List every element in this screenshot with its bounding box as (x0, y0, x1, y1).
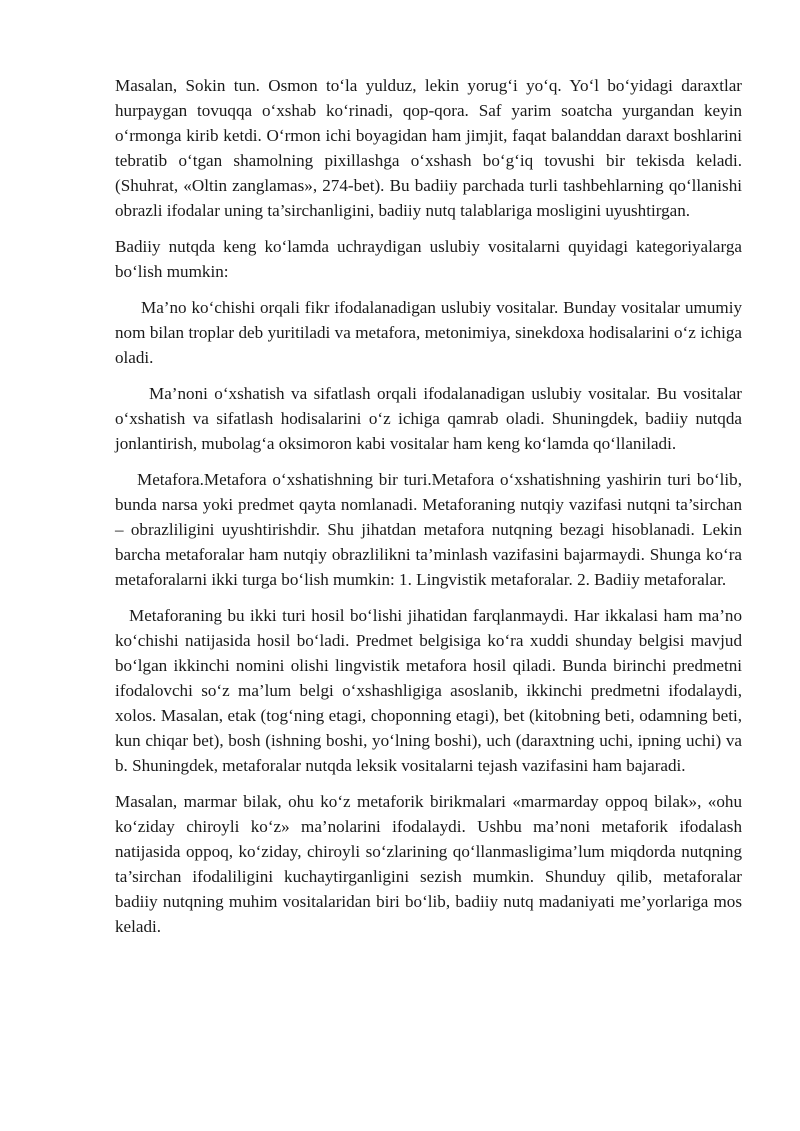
document-page (115, 73, 742, 950)
paragraph-metafora-examples: Masalan, marmar bilak, ohu ko‘z metaforik birikmalari «marmarday oppoq bilak», «ohu ko‘ziday chiroyli ko‘z» ma’nolarini ifodalaydi. Ushbu ma’noni metaforik ifodalash natijasida oppoq, ko‘ziday, chiroyli so‘zlarining qo‘llanmasligima’lum miqdorda nutqning ta’sirchan ifodaliligini kuchaytirganligini sezish mumkin. Shunduy qilib, metaforalar badiiy nutqning muhim vositalaridan biri bo‘lib, badiiy nutq madaniyati me’yorlariga mos keladi. (115, 792, 742, 936)
paragraph-category-tropes: Ma’no ko‘chishi orqali fikr ifodalanadigan uslubiy vositalar. Bunday vositalar umumiy nom bilan troplar deb yuritiladi va metafora, metonimiya, sinekdoxa hodisalarini o‘z ichiga oladi. (115, 298, 742, 367)
paragraph-category-comparison: Ma’noni o‘xshatish va sifatlash orqali ifodalanadigan uslubiy vositalar. Bu vositalar o‘xshatish va sifatlash hodisalarini o‘z ichiga qamrab oladi. Shuningdek, badiiy nutqda jonlantirish, mubolag‘a oksimoron kabi vositalar ham keng ko‘lamda qo‘llaniladi. (115, 384, 742, 453)
paragraph-categories-intro: Badiiy nutqda keng ko‘lamda uchraydigan uslubiy vositalarni quyidagi kategoriyalarga bo‘lish mumkin: (115, 237, 742, 281)
paragraph-metafora-definition: Metafora.Metafora o‘xshatishning bir turi.Metafora o‘xshatishning yashirin turi bo‘lib, bunda narsa yoki predmet qayta nomlanadi. Metaforaning nutqiy vazifasi nutqni ta’sirchan – obrazliligini uyushtirishdir. Shu jihatdan metafora nutqning bezagi hisoblanadi. Lekin barcha metaforalar ham nutqiy obrazlilikni ta’minlash vazifasini bajarmaydi. Shunga ko‘ra metaforalarni ikki turga bo‘lish mumkin: 1. Lingvistik metaforalar. 2. Badiiy metaforalar. (115, 470, 742, 589)
paragraph-example-sokin-tun: Masalan, Sokin tun. Osmon to‘la yulduz, lekin yorug‘i yo‘q. Yo‘l bo‘yidagi daraxtlar hurpaygan tovuqqa o‘xshab ko‘rinadi, qop-qora. Saf yarim soatcha yurgandan keyin o‘rmonga kirib ketdi. O‘rmon ichi boyagidan ham jimjit, faqat balanddan daraxt boshlarini tebratib o‘tgan shamolning pixillashga o‘xshash bo‘g‘iq tovushi bir tekisda keladi. (Shuhrat, «Oltin zanglamas», 274-bet). Bu badiiy parchada turli tashbehlarning qo‘llanishi obrazli ifodalar uning ta’sirchanligini, badiiy nutq talablariga mosligini uyushtirgan. (115, 76, 742, 220)
paragraph-metafora-types: Metaforaning bu ikki turi hosil bo‘lishi jihatidan farqlanmaydi. Har ikkalasi ham ma’no ko‘chishi natijasida hosil bo‘ladi. Predmet belgisiga ko‘ra xuddi shunday belgisi mavjud bo‘lgan ikkinchi nomini olishi lingvistik metafora hosil qiladi. Bunda birinchi predmetni ifodalovchi so‘z ma’lum belgi o‘xshashligiga asoslanib, ikkinchi predmetni ifodalaydi, xolos. Masalan, etak (tog‘ning etagi, choponning etagi), bet (kitobning beti, odamning beti, kun chiqar bet), bosh (ishning boshi, yo‘lning boshi), uch (daraxtning uchi, ipning uchi) va b. Shuningdek, metaforalar nutqda leksik vositalarni tejash vazifasini ham bajaradi. (115, 606, 742, 775)
